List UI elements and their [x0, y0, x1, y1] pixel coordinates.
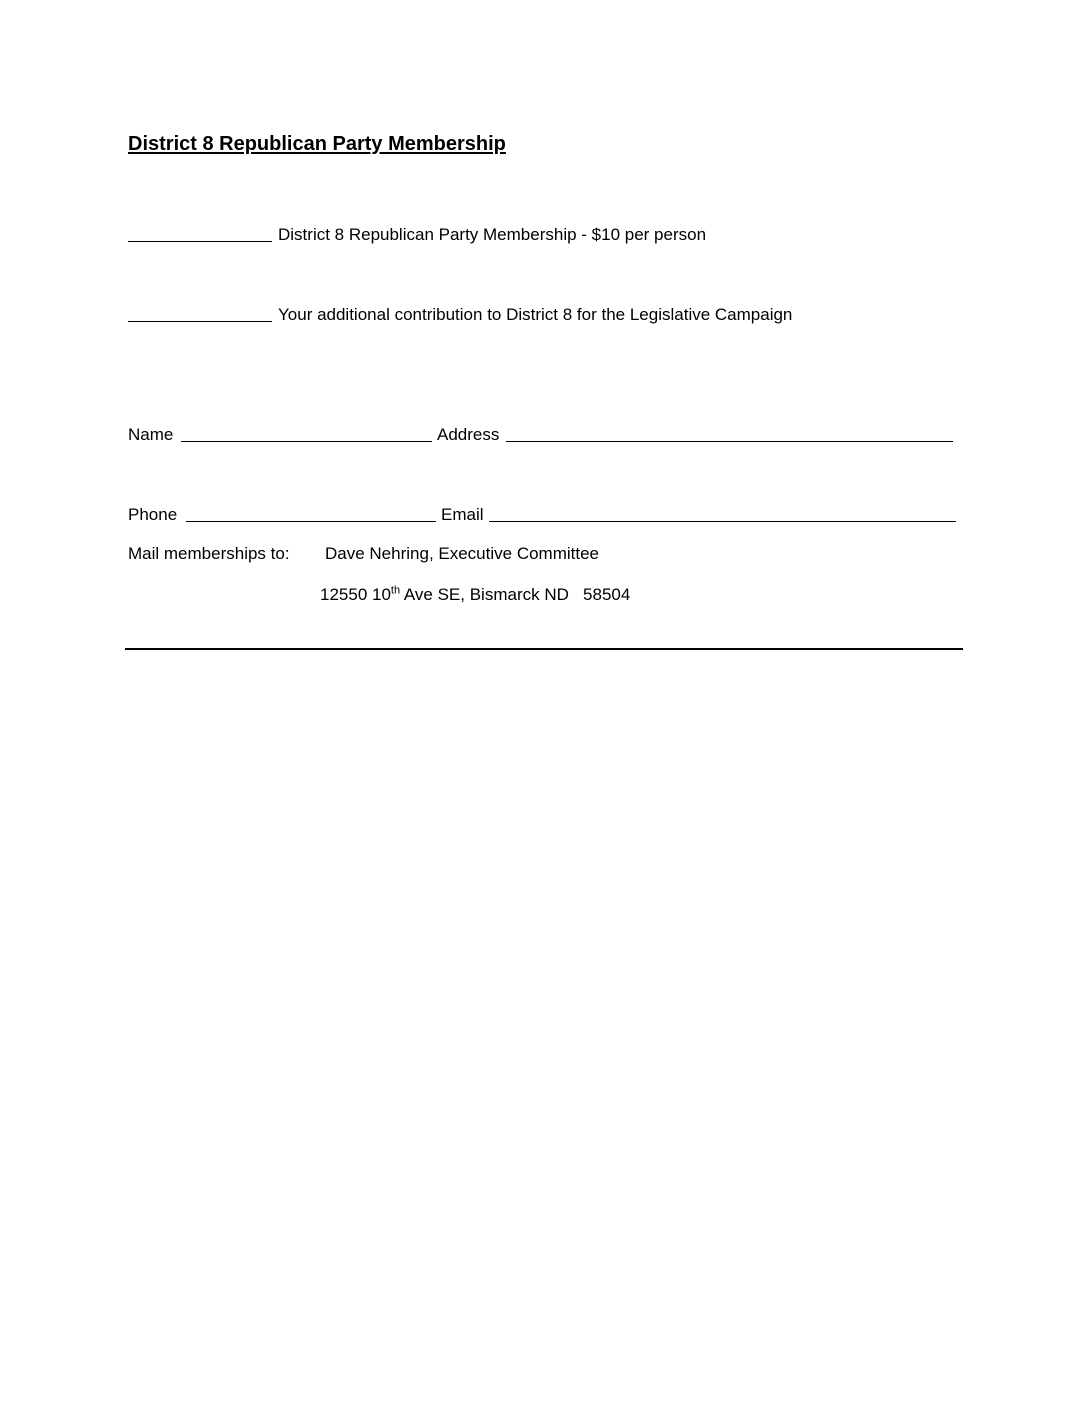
mail-address-number: 12550 10: [320, 585, 391, 604]
phone-field[interactable]: [186, 521, 436, 522]
mail-recipient: Dave Nehring, Executive Committee: [325, 544, 600, 563]
bottom-divider: [125, 648, 963, 650]
contribution-description: Your additional contribution to District 8 for the Legislative Campaign: [278, 305, 793, 324]
contribution-amount-blank[interactable]: [128, 321, 272, 322]
mail-address-rest: Ave SE, Bismarck ND 58504: [400, 585, 631, 604]
mail-label: Mail memberships to:: [128, 544, 290, 563]
membership-amount-blank[interactable]: [128, 241, 272, 242]
email-field[interactable]: [489, 521, 956, 522]
phone-label: Phone: [128, 505, 178, 524]
name-label: Name: [128, 425, 174, 444]
mail-address: [320, 585, 630, 605]
mail-address-ordinal: th: [390, 584, 401, 597]
membership-description: District 8 Republican Party Membership - $10 per person: [278, 225, 707, 244]
email-label: Email: [441, 505, 484, 524]
address-label: Address: [437, 425, 500, 444]
name-field[interactable]: [181, 441, 432, 442]
form-title: District 8 Republican Party Membership: [128, 133, 506, 155]
address-field[interactable]: [506, 441, 953, 442]
